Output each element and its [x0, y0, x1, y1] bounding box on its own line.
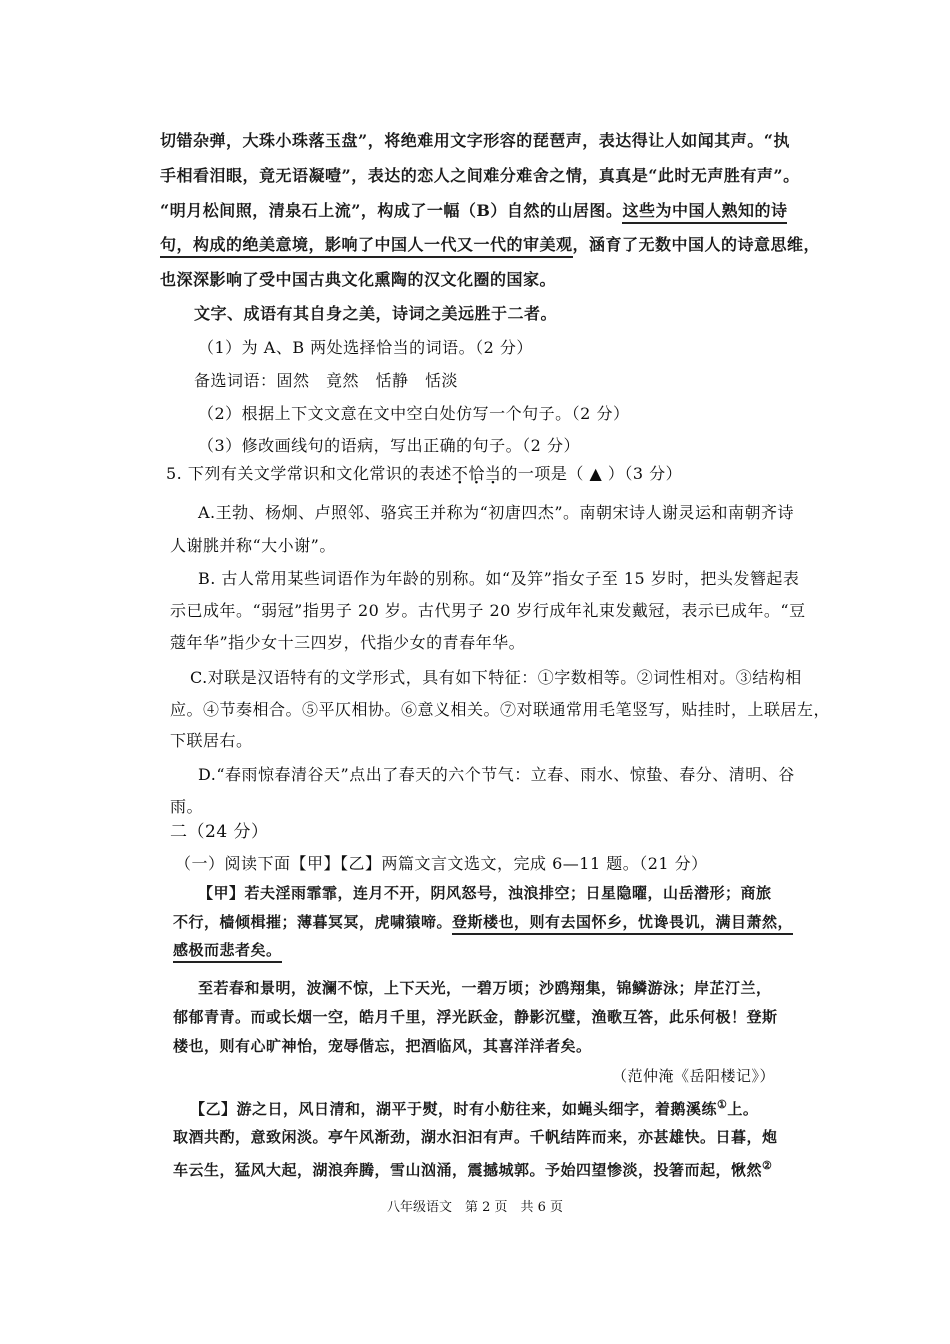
- passage-yi-line: 车云生，猛风大起，湖浪奔腾，雪山汹涌，震撼城郭。予始四望惨淡，投箸而起，愀然②: [173, 1159, 773, 1179]
- q4-sub3: （3）修改画线句的语病，写出正确的句子。（2 分）: [198, 436, 580, 455]
- q5-option-a: A.王勃、杨炯、卢照邻、骆宾王并称为“初唐四杰”。南朝宋诗人谢灵运和南朝齐诗: [198, 503, 795, 522]
- q4-sub1: （1）为 A、B 两处选择恰当的词语。（2 分）: [198, 338, 533, 357]
- text-line: 文字、成语有其自身之美，诗词之美远胜于二者。: [194, 304, 558, 323]
- text-line: 也深深影响了受中国古典文化熏陶的汉文化圈的国家。: [160, 270, 557, 289]
- underlined-sentence: 这些为中国人熟知的诗: [622, 201, 787, 224]
- footnote-marker: ①: [717, 1098, 728, 1111]
- passage-jia-line: 【甲】若夫淫雨霏霏，连月不开，阴风怒号，浊浪排空；日星隐曜，山岳潜形；商旅: [198, 884, 772, 902]
- underlined-sentence: 感极而悲者矣。: [173, 941, 282, 963]
- passage-jia-line: 不行，樯倾楫摧；薄暮冥冥，虎啸猿啼。登斯楼也，则有去国怀乡，忧谗畏讥，满目萧然，: [173, 915, 793, 930]
- underlined-sentence: 句，构成的绝美意境，影响了中国人一代又一代的审美观: [160, 235, 573, 258]
- passage-jia-line: 至若春和景明，波澜不惊，上下天光，一碧万顷；沙鸥翔集，锦鳞游泳；岸芷汀兰，: [198, 979, 772, 997]
- footnote-marker: ②: [762, 1159, 773, 1172]
- q5-option-c-cont: 应。④节奏相合。⑤平仄相协。⑥意义相关。⑦对联通常用毛笔竖写，贴挂时，上联居左，: [170, 700, 831, 719]
- passage-jia-line: [173, 943, 282, 958]
- passage-source: （范仲淹《岳阳楼记》）: [612, 1067, 776, 1085]
- section-heading: 二（24 分）: [170, 822, 269, 842]
- q5-option-a-cont: 人谢朓并称“大小谢”。: [170, 536, 336, 555]
- q5-option-b-cont: 蔻年华”指少女十三四岁，代指少女的青春年华。: [170, 633, 526, 652]
- section-intro: （一）阅读下面【甲】【乙】两篇文言文选文，完成 6—11 题。（21 分）: [175, 854, 708, 873]
- q5-option-b-cont: 示已成年。“弱冠”指男子 20 岁。古代男子 20 岁行成年礼束发戴冠，表示已成年。“豆: [170, 601, 806, 620]
- q4-sub2: （2）根据上下文文意在文中空白处仿写一个句子。（2 分）: [198, 404, 630, 423]
- passage-yi-line: 取酒共酌，意致闲淡。亭午风渐劲，湖水汩汩有声。千帆结阵而来，亦甚雄快。日暮，炮: [173, 1128, 778, 1146]
- q5-option-c: C.对联是汉语特有的文学形式，具有如下特征：①字数相等。②词性相对。③结构相: [190, 668, 802, 687]
- passage-yi-line: 【乙】游之日，风日清和，湖平于熨，时有小舫往来，如蝇头细字，着鹅溪练①上。: [190, 1098, 759, 1118]
- underlined-sentence: 登斯楼也，则有去国怀乡，忧谗畏讥，满目萧然，: [452, 913, 793, 935]
- text-line: 手相看泪眼，竟无语凝噎”，表达的恋人之间难分难舍之情，真真是“此时无声胜有声”。: [160, 166, 800, 185]
- passage-jia-line: 楼也，则有心旷神怡，宠辱偕忘，把酒临风，其喜洋洋者矣。: [173, 1037, 592, 1055]
- passage-jia-line: 郁郁青青。而或长烟一空，皓月千里，浮光跃金，静影沉璧，渔歌互答，此乐何极！登斯: [173, 1008, 778, 1026]
- text-line: 句，构成的绝美意境，影响了中国人一代又一代的审美观，涵育了无数中国人的诗意思维，: [160, 237, 820, 253]
- q5-stem: 5. 下列有关文学常识和文化常识的表述不恰当的一项是（ ▲ ）（3 分）: [166, 464, 683, 483]
- q5-option-b: B. 古人常用某些词语作为年龄的别称。如“及笄”指女子至 15 岁时，把头发簪起表: [198, 569, 800, 588]
- q4-word-bank: 备选词语：固然 竟然 恬静 恬淡: [194, 371, 459, 390]
- text-line: “明月松间照，清泉石上流”，构成了一幅（B）自然的山居图。这些为中国人熟知的诗: [160, 203, 787, 219]
- q5-option-d-cont: 雨。: [170, 797, 204, 816]
- q5-option-d: D.“春雨惊春清谷天”点出了春天的六个节气：立春、雨水、惊蛰、春分、清明、谷: [198, 765, 795, 784]
- text-line: 切错杂弹，大珠小珠落玉盘”，将绝难用文字形容的琵琶声，表达得让人如闻其声。“执: [160, 131, 790, 150]
- page-footer: 八年级语文 第 2 页 共 6 页: [386, 1200, 564, 1215]
- q5-option-c-cont: 下联居右。: [170, 731, 253, 750]
